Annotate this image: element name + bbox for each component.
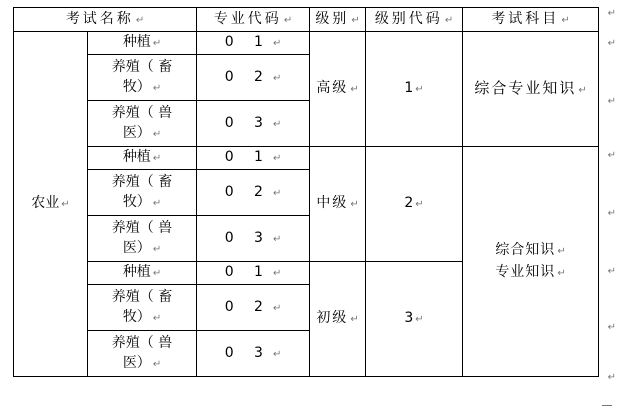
table-row [14,147,599,170]
margin-tick [602,405,612,406]
major-cell: 种植 ↵ [88,262,197,285]
major-cell: 种植 ↵ [88,147,197,170]
major-code-cell: 0 3 ↵ [197,216,310,262]
paragraph-mark: ↵ [607,8,616,19]
paragraph-mark: ↵ [607,208,616,219]
major-code-cell: 0 3 ↵ [197,331,310,377]
header-subject: 考试科目 ↵ [463,8,599,32]
major-cell: 养殖（ 兽 医） ↵ [88,101,197,147]
paragraph-mark: ↵ [607,372,616,383]
major-cell: 养殖（ 兽 医） ↵ [88,331,197,377]
header-exam-name: 考试名称 ↵ [14,8,197,32]
category-cell: 农业 ↵ [14,32,88,377]
major-code-cell: 0 1 ↵ [197,32,310,55]
paragraph-mark: ↵ [607,150,616,161]
major-code-cell: 0 2 ↵ [197,285,310,331]
major-cell: 养殖（ 兽 医） ↵ [88,216,197,262]
major-code-cell: 0 2 ↵ [197,55,310,101]
paragraph-mark: ↵ [607,38,616,49]
paragraph-mark: ↵ [607,96,616,107]
major-code-cell: 0 1 ↵ [197,147,310,170]
header-row [14,8,599,32]
major-cell: 养殖（ 畜 牧） ↵ [88,55,197,101]
major-cell: 养殖（ 畜 牧） ↵ [88,285,197,331]
level-code-cell: 3 ↵ [366,262,463,377]
subject-cell: 综合知识 ↵ 专业知识 ↵ [463,147,599,377]
paragraph-mark: ↵ [607,266,616,277]
level-code-cell: 2 ↵ [366,147,463,262]
exam-table [13,7,599,377]
table-row [14,32,599,55]
level-code-cell: 1 ↵ [366,32,463,147]
major-cell: 养殖（ 畜 牧） ↵ [88,170,197,216]
subject-cell: 综合专业知识 ↵ [463,32,599,147]
level-cell: 初级 ↵ [310,262,366,377]
major-cell: 种植 ↵ [88,32,197,55]
major-code-cell: 0 1 ↵ [197,262,310,285]
major-code-cell: 0 2 ↵ [197,170,310,216]
header-level-code: 级别代码 ↵ [366,8,463,32]
header-major-code: 专业代码 ↵ [197,8,310,32]
level-cell: 中级 ↵ [310,147,366,262]
level-cell: 高级 ↵ [310,32,366,147]
paragraph-mark: ↵ [607,322,616,333]
header-level: 级别 ↵ [310,8,366,32]
major-code-cell: 0 3 ↵ [197,101,310,147]
